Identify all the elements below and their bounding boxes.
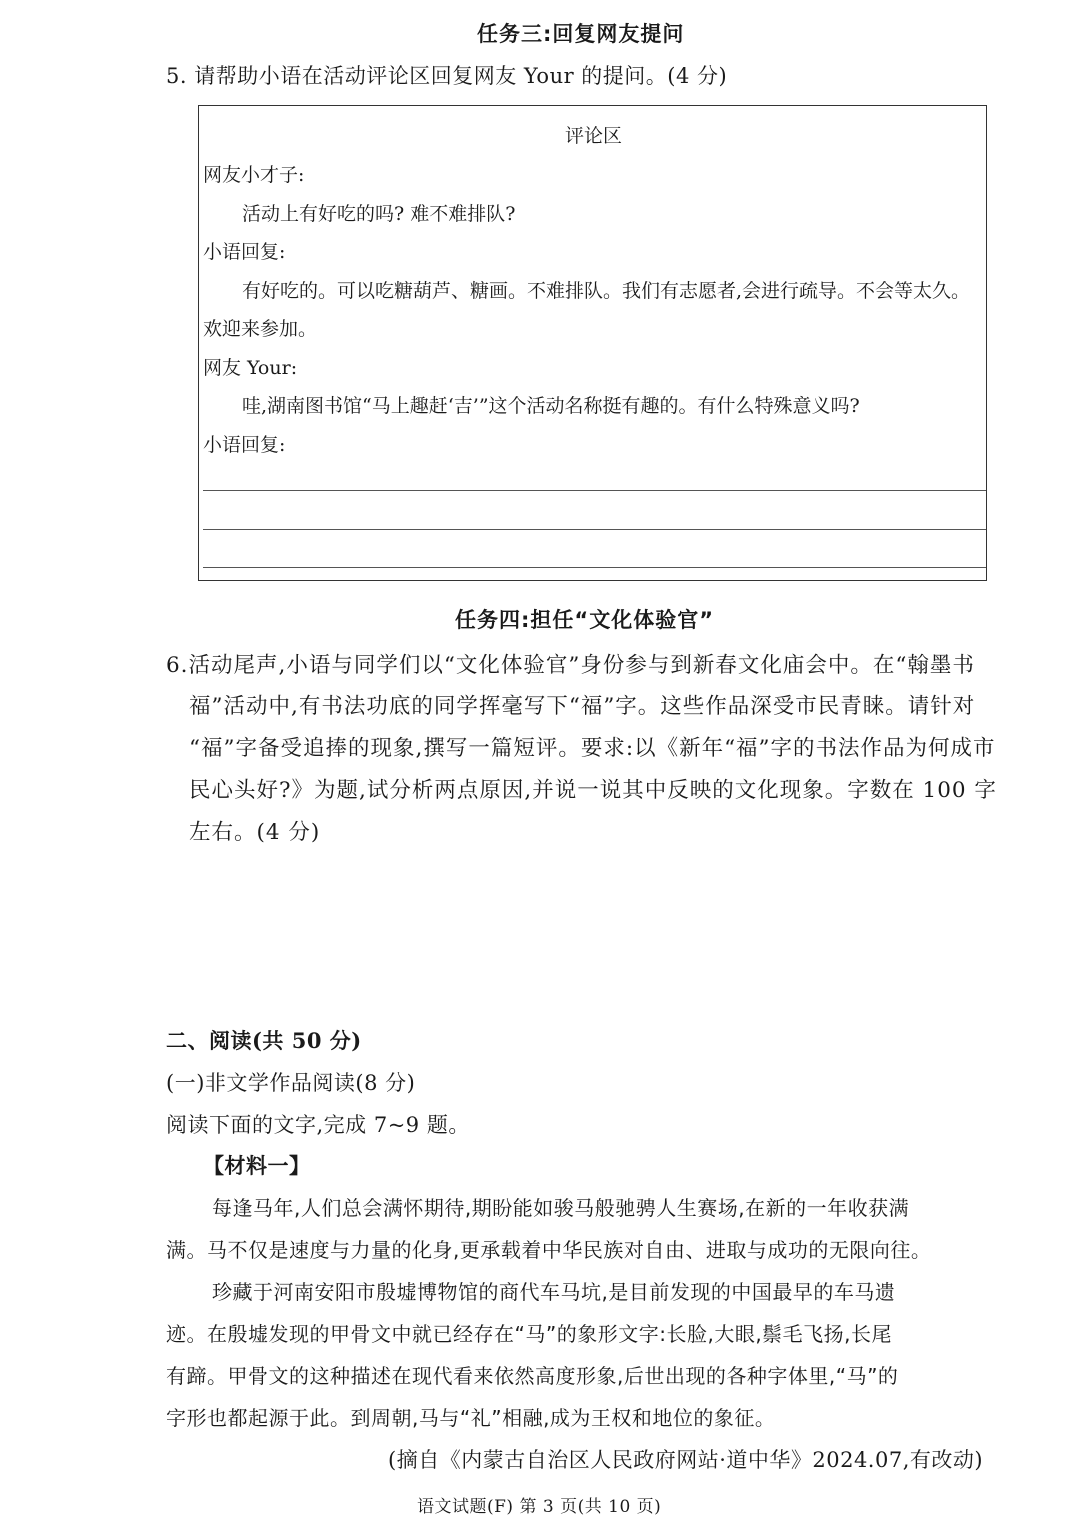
comment-box	[198, 105, 987, 581]
source-citation: (摘自《内蒙古自治区人民政府网站·道中华》2024.07,有改动)	[388, 1448, 984, 1472]
question-6-line: 民心头好?》为题,试分析两点原因,并说一说其中反映的文化现象。字数在 100 字	[189, 778, 997, 803]
material-line: 满。马不仅是速度与力量的化身,更承载着中华民族对自由、进取与成功的无限向往。	[166, 1238, 932, 1262]
section-heading: 二、阅读(共 50 分)	[166, 1028, 362, 1053]
page-footer: 语文试题(F) 第 3 页(共 10 页)	[417, 1497, 662, 1517]
material-line: 有蹄。甲骨文的这种描述在现代看来依然高度形象,后世出现的各种字体里,“马”的	[166, 1364, 899, 1388]
comment-user-label: 网友 Your:	[203, 357, 298, 379]
comment-text: 哇,湖南图书馆“马上趣赶‘吉’”这个活动名称挺有趣的。有什么特殊意义吗?	[242, 395, 860, 417]
task4-heading: 任务四:担任“文化体验官”	[455, 608, 715, 632]
question-5: 5. 请帮助小语在活动评论区回复网友 Your 的提问。(4 分)	[166, 64, 728, 88]
answer-line[interactable]	[203, 567, 986, 568]
reply-text-cont: 欢迎来参加。	[203, 318, 318, 340]
question-6-line: 6.活动尾声,小语与同学们以“文化体验官”身份参与到新春文化庙会中。在“翰墨书	[166, 653, 975, 678]
material-line: 字形也都起源于此。到周朝,马与“礼”相融,成为王权和地位的象征。	[166, 1406, 776, 1430]
material-line: 每逢马年,人们总会满怀期待,期盼能如骏马般驰骋人生赛场,在新的一年收获满	[212, 1196, 910, 1220]
reply-label: 小语回复:	[203, 241, 286, 263]
task3-heading: 任务三:回复网友提问	[477, 22, 685, 46]
subsection-heading: (一)非文学作品阅读(8 分)	[166, 1071, 416, 1095]
reply-text: 有好吃的。可以吃糖葫芦、糖画。不难排队。我们有志愿者,会进行疏导。不会等太久。	[242, 280, 971, 302]
answer-line[interactable]	[203, 529, 986, 530]
answer-line[interactable]	[203, 490, 986, 491]
material-line: 珍藏于河南安阳市殷墟博物馆的商代车马坑,是目前发现的中国最早的车马遗	[212, 1280, 896, 1304]
material-line: 迹。在殷墟发现的甲骨文中就已经存在“马”的象形文字:长脸,大眼,鬃毛飞扬,长尾	[166, 1322, 893, 1346]
question-6-line: “福”字备受追捧的现象,撰写一篇短评。要求:以《新年“福”字的书法作品为何成市	[189, 736, 996, 761]
material-title: 【材料一】	[203, 1153, 311, 1178]
comment-user-label: 网友小才子:	[203, 164, 305, 186]
question-6-line: 左右。(4 分)	[189, 820, 321, 845]
reply-label: 小语回复:	[203, 434, 286, 456]
question-6-line: 福”活动中,有书法功底的同学挥毫写下“福”字。这些作品深受市民青睐。请针对	[189, 694, 976, 719]
comment-box-title: 评论区	[565, 125, 623, 147]
instruction: 阅读下面的文字,完成 7~9 题。	[166, 1113, 470, 1137]
comment-text: 活动上有好吃的吗? 难不难排队?	[242, 203, 516, 225]
